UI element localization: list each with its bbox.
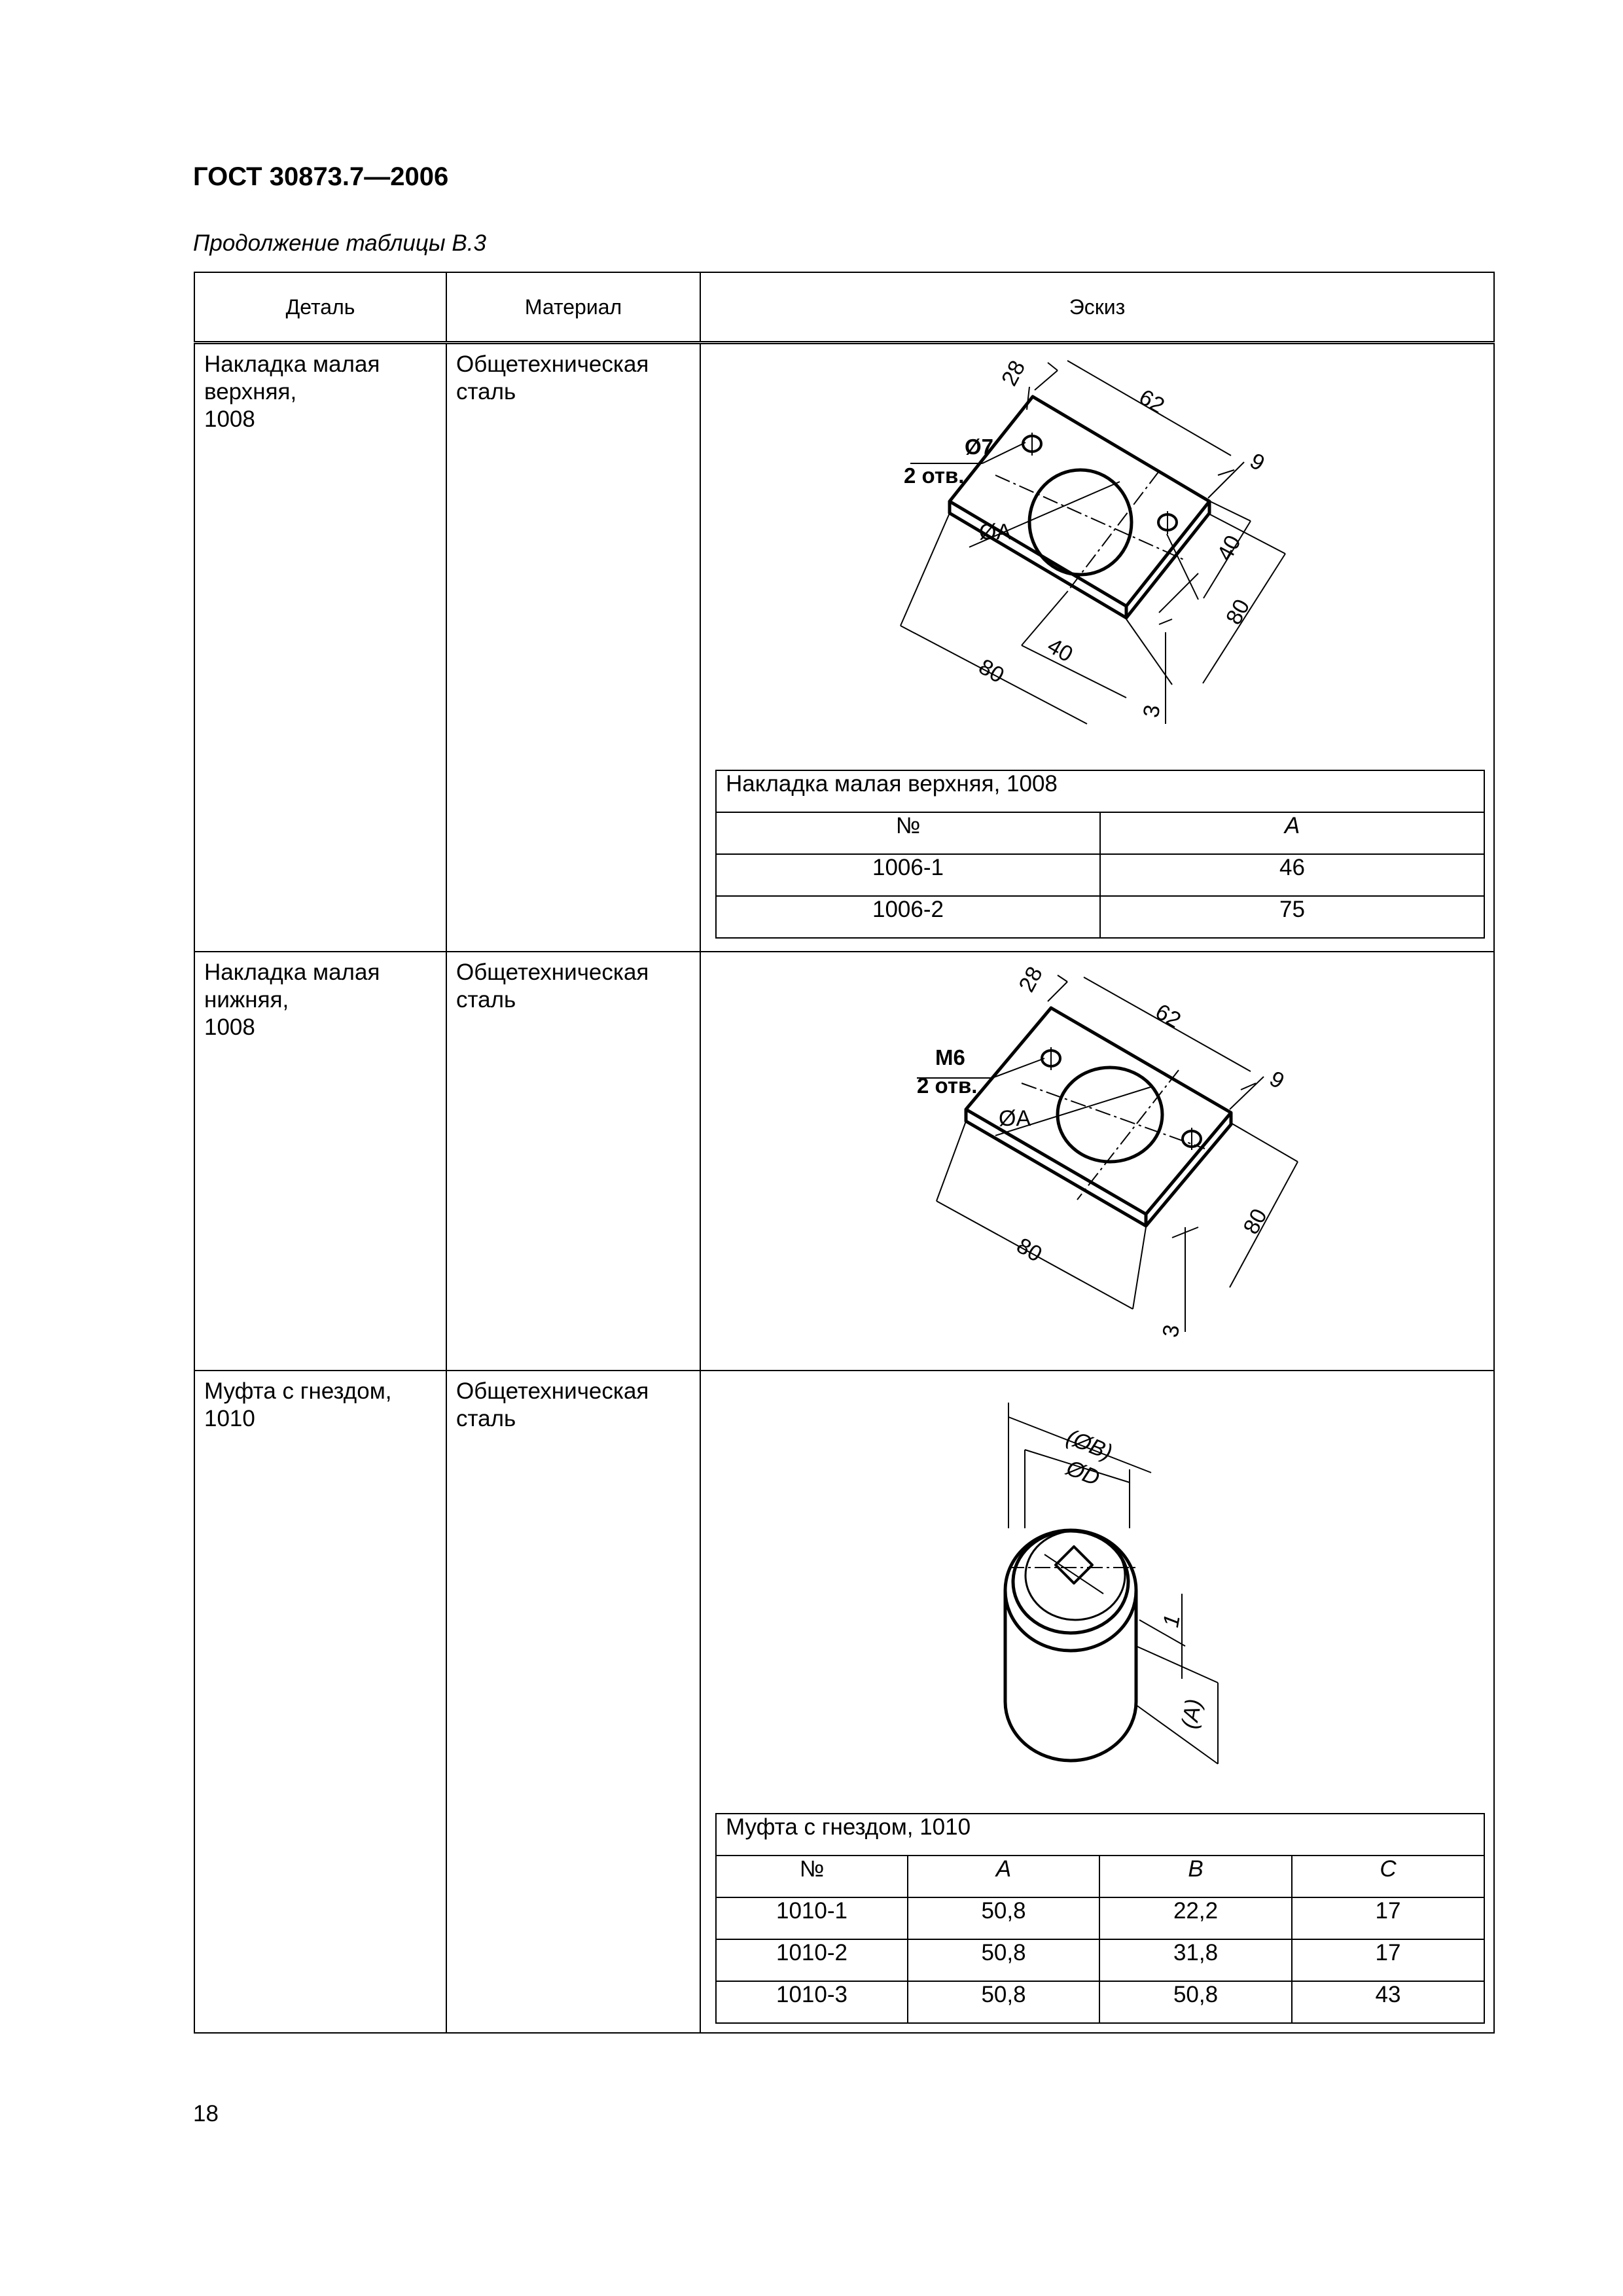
table-row <box>716 1897 1484 1939</box>
table-row <box>716 1981 1484 2023</box>
dim-label-28: 28 <box>1014 962 1048 996</box>
dim-label-a: (A) <box>1177 1696 1207 1731</box>
detail-line: нижняя, <box>204 986 289 1013</box>
table-row <box>194 1371 1494 2034</box>
table-row <box>194 952 1494 1371</box>
material-line: сталь <box>456 379 516 404</box>
hole-count-label: 2 отв. <box>904 463 965 488</box>
column-header-sketch: Эскиз <box>700 272 1494 343</box>
material-line: сталь <box>456 1405 516 1431</box>
material-cell <box>446 1371 700 2034</box>
dim-label-3: 3 <box>1138 703 1166 720</box>
dim-label-9: 9 <box>1265 1066 1289 1094</box>
material-cell <box>446 952 700 1371</box>
column-header-detail: Деталь <box>194 272 446 343</box>
subtable-cell: 1010-3 <box>716 1981 908 2023</box>
table-row <box>716 1939 1484 1981</box>
sketch-cell <box>700 343 1494 952</box>
detail-cell <box>194 952 446 1371</box>
material-line: Общетехническая <box>456 1378 649 1404</box>
detail-line: 1008 <box>204 406 255 432</box>
dim-label-80-right: 80 <box>1221 595 1255 629</box>
subtable-cell: 50,8 <box>1099 1981 1292 2023</box>
material-line: Общетехническая <box>456 959 649 985</box>
hole-count-label: 2 отв. <box>917 1073 978 1098</box>
subtable-cell: 1006-1 <box>716 854 1100 896</box>
dim-label-3: 3 <box>1158 1322 1185 1339</box>
detail-cell <box>194 343 446 952</box>
upper-plate-variants-table <box>715 770 1485 939</box>
subtable-header: B <box>1099 1856 1292 1897</box>
dim-label-diameter-d: ØD <box>1063 1455 1103 1491</box>
material-line: сталь <box>456 986 516 1013</box>
dim-label-diameter-b: (ØB) <box>1063 1424 1116 1465</box>
socket-coupling-drawing <box>701 1371 1495 1829</box>
dim-label-40-bottom: 40 <box>1043 633 1077 668</box>
page-number: 18 <box>193 2101 219 2126</box>
detail-line: Муфта с гнездом, <box>204 1378 392 1404</box>
hole-diameter-label: Ø7 <box>965 435 994 459</box>
detail-line: Накладка малая <box>204 959 380 985</box>
dim-label-80-bottom: 80 <box>1012 1232 1046 1267</box>
sketch-cell <box>700 952 1494 1371</box>
table-row <box>716 854 1484 896</box>
table-continuation-caption: Продолжение таблицы В.3 <box>193 230 486 256</box>
subtable-cell: 17 <box>1292 1897 1484 1939</box>
subtable-cell: 17 <box>1292 1939 1484 1981</box>
subtable-cell: 1010-2 <box>716 1939 908 1981</box>
subtable-cell: 1010-1 <box>716 1897 908 1939</box>
thread-label: M6 <box>935 1045 965 1069</box>
detail-line: 1008 <box>204 1014 255 1040</box>
bore-diameter-label: ØA <box>999 1105 1031 1131</box>
dim-label-62: 62 <box>1151 999 1185 1033</box>
dim-label-40-right: 40 <box>1212 531 1246 565</box>
bore-diameter-label: ØA <box>979 520 1012 545</box>
subtable-header: C <box>1292 1856 1484 1897</box>
parts-table <box>194 272 1495 2034</box>
detail-line: 1010 <box>204 1405 255 1431</box>
subtable-cell: 75 <box>1100 896 1484 938</box>
table-header-row <box>194 272 1494 343</box>
subtable-header: № <box>716 1856 908 1897</box>
subtable-header: A <box>1100 812 1484 854</box>
dim-label-9: 9 <box>1245 448 1269 476</box>
subtable-cell: 22,2 <box>1099 1897 1292 1939</box>
lower-plate-drawing <box>701 952 1495 1371</box>
subtable-caption: Накладка малая верхняя, 1008 <box>716 770 1484 812</box>
subtable-cell: 46 <box>1100 854 1484 896</box>
subtable-cell: 31,8 <box>1099 1939 1292 1981</box>
detail-line: верхняя, <box>204 379 297 404</box>
coupling-variants-table <box>715 1813 1485 2024</box>
material-line: Общетехническая <box>456 351 649 377</box>
detail-line: Накладка малая <box>204 351 380 377</box>
material-cell <box>446 343 700 952</box>
subtable-cell: 1006-2 <box>716 896 1100 938</box>
document-title: ГОСТ 30873.7—2006 <box>193 162 449 191</box>
dim-label-80-bottom: 80 <box>974 654 1008 689</box>
subtable-cell: 43 <box>1292 1981 1484 2023</box>
dim-label-80-right: 80 <box>1238 1204 1272 1238</box>
table-row <box>716 896 1484 938</box>
table-row <box>194 343 1494 952</box>
subtable-caption: Муфта с гнездом, 1010 <box>716 1814 1484 1856</box>
subtable-cell: 50,8 <box>908 1981 1099 2023</box>
subtable-cell: 50,8 <box>908 1897 1099 1939</box>
dim-label-1: 1 <box>1158 1612 1185 1629</box>
subtable-header: A <box>908 1856 1099 1897</box>
subtable-header: № <box>716 812 1100 854</box>
subtable-cell: 50,8 <box>908 1939 1099 1981</box>
column-header-material: Материал <box>446 272 700 343</box>
sketch-cell <box>700 1371 1494 2034</box>
dim-label-62: 62 <box>1135 384 1169 419</box>
dim-label-28: 28 <box>997 356 1031 390</box>
detail-cell <box>194 1371 446 2034</box>
